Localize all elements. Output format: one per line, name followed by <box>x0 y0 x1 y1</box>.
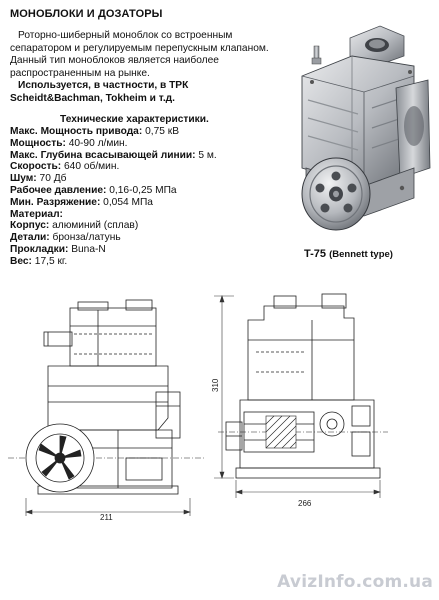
dimension-width-label: 266 <box>298 499 312 508</box>
specs-list <box>10 126 300 268</box>
spec-label: Макс. Мощность привода: <box>10 126 143 137</box>
specs-heading: Технические характеристики. <box>60 114 209 125</box>
intro-line: Данный тип моноблоков является наиболее <box>10 55 219 67</box>
intro-line: Роторно-шиберный моноблок со встроенным <box>18 30 233 41</box>
spec-value: 40-90 л/мин. <box>65 137 128 149</box>
spec-row <box>10 232 300 244</box>
spec-label: Мин. Разряжение: <box>10 196 101 208</box>
watermark-text: AvizInfo.com.ua <box>277 572 433 592</box>
spec-label: Детали: <box>10 232 50 244</box>
pump-photo <box>292 18 434 240</box>
page-title: МОНОБЛОКИ И ДОЗАТОРЫ <box>10 8 163 20</box>
intro-line: сепаратором и регулируемым перепускным клапаном. <box>10 42 269 54</box>
spec-label: Макс. Глубина всасывающей линии: <box>10 149 196 161</box>
intro-text <box>10 30 292 106</box>
spec-label: Корпус: <box>10 220 50 232</box>
model-name: T-75 <box>304 248 327 260</box>
spec-label: Рабочее давление: <box>10 184 107 196</box>
spec-label: Вес: <box>10 255 32 267</box>
spec-value: 640 об/мин. <box>61 161 120 173</box>
usage-line: Используется, в частности, в ТРК <box>18 80 189 92</box>
intro-line: распространенным на рынке. <box>10 67 150 79</box>
spec-value: 70 Дб <box>36 173 67 185</box>
spec-row <box>10 209 300 221</box>
spec-row <box>10 197 300 209</box>
spec-value: 17,5 кг. <box>31 255 68 267</box>
spec-label: Скорость: <box>10 161 62 173</box>
spec-label: Мощность: <box>10 137 66 149</box>
spec-value: 0,75 кВ <box>142 126 179 137</box>
spec-row <box>10 126 300 138</box>
spec-value: 0,054 МПа <box>100 196 153 208</box>
front-view-drawing <box>8 298 208 530</box>
model-type: (Bennett type) <box>329 249 393 260</box>
spec-row <box>10 150 300 162</box>
dimension-height-label: 310 <box>211 378 220 392</box>
side-view-drawing <box>212 292 434 524</box>
spec-value: Buna-N <box>68 243 106 255</box>
spec-label: Шум: <box>10 173 37 185</box>
spec-row <box>10 173 300 185</box>
spec-value: бронза/латунь <box>49 232 121 244</box>
model-caption <box>304 248 393 260</box>
spec-value: алюминий (сплав) <box>49 220 139 232</box>
spec-label: Материал: <box>10 208 63 220</box>
spec-row <box>10 185 300 197</box>
spec-row <box>10 244 300 256</box>
spec-row <box>10 220 300 232</box>
spec-value: 0,16-0,25 МПа <box>106 184 177 196</box>
spec-value: 5 м. <box>195 149 217 161</box>
spec-row <box>10 138 300 150</box>
spec-row <box>10 256 300 268</box>
usage-line: Scheidt&Bachman, Tokheim и т.д. <box>10 92 175 104</box>
spec-label: Прокладки: <box>10 243 69 255</box>
spec-row <box>10 161 300 173</box>
dimension-width-label: 211 <box>100 513 113 522</box>
